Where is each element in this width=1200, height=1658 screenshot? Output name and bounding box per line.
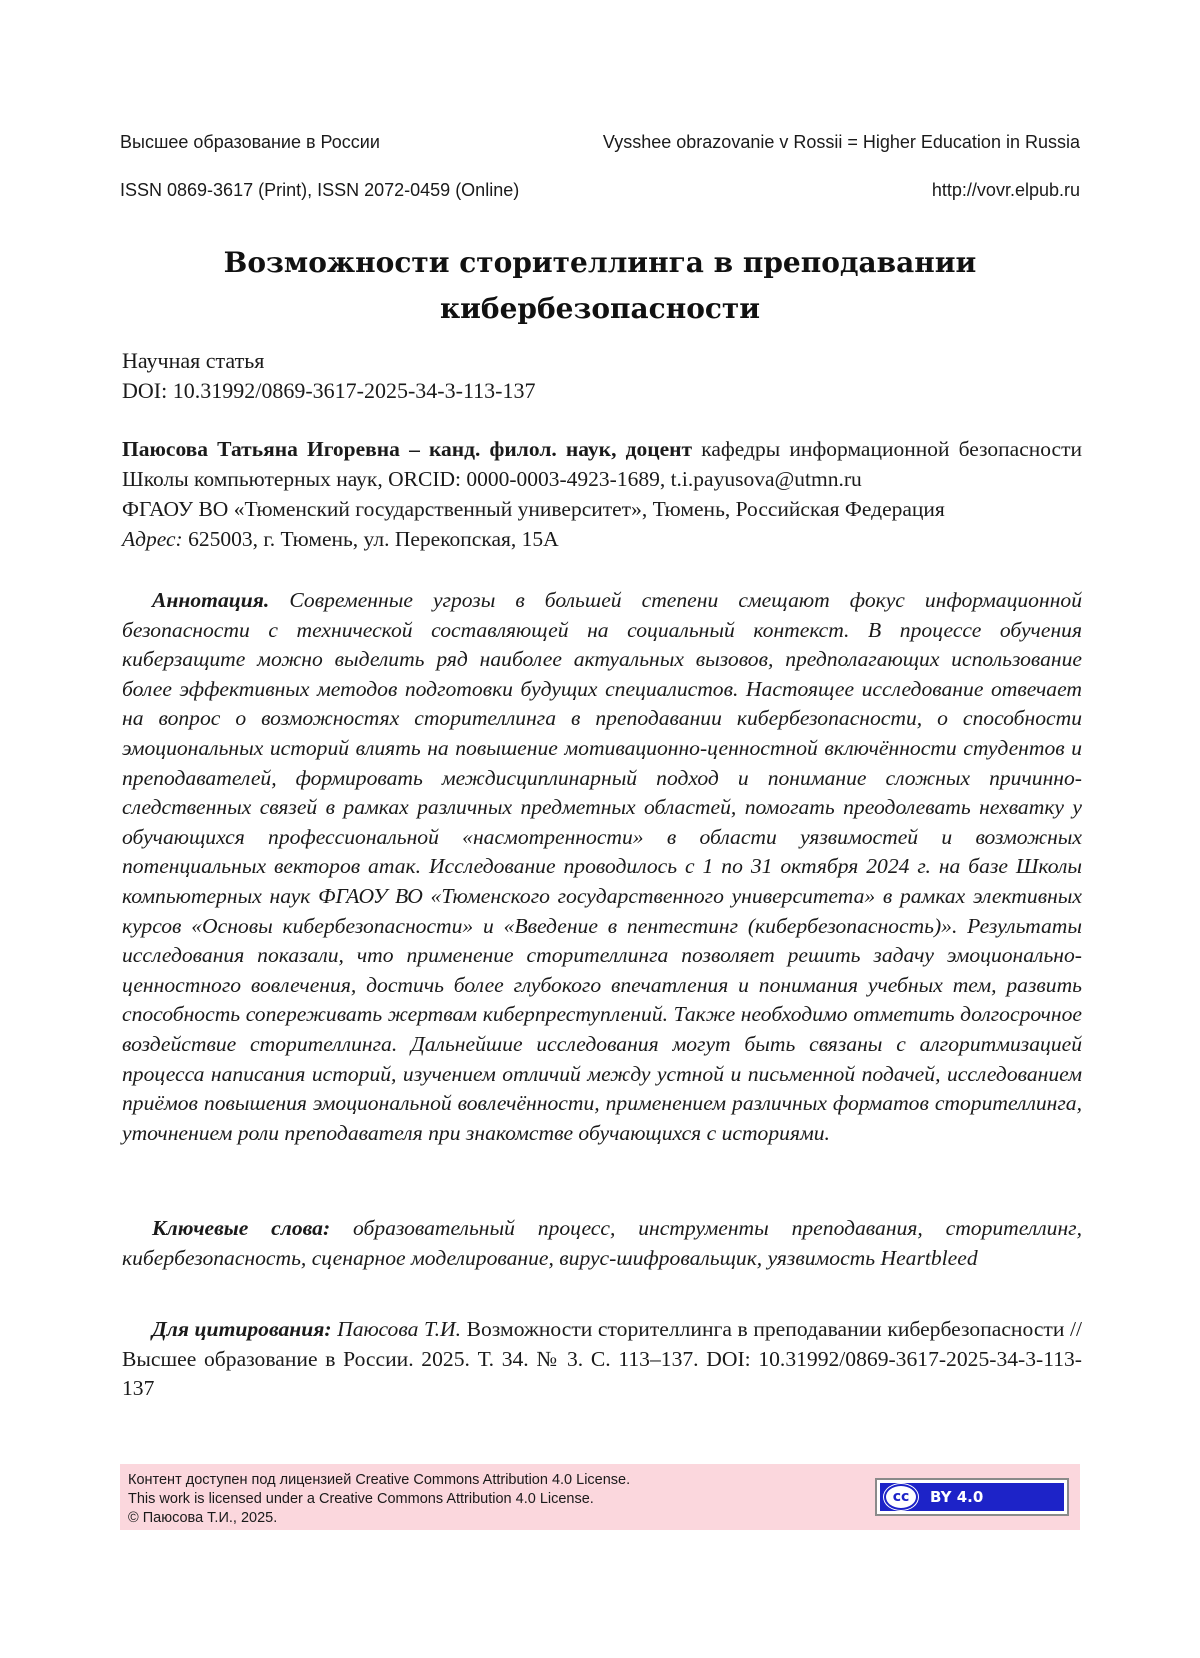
- author-info: [122, 434, 1082, 494]
- citation-label: Для цитирования:: [152, 1317, 332, 1341]
- abstract: [122, 586, 1082, 1148]
- abstract-label: Аннотация.: [152, 588, 270, 612]
- keywords-text: образовательный процесс, инструменты преподавания, сторителлинг, кибербезопасность, сценарное моделирование, вирус-шифровальщик, уязвимость Heartbleed: [122, 1216, 1082, 1270]
- citation-text: Возможности сторителлинга в преподавании кибербезопасности // Высшее образование в России. 2025. Т. 34. № 3. С. 113–137. DOI: 10.31992/0869-3617-2025-34-3-113-137: [122, 1317, 1082, 1401]
- title-line-2: кибербезопасности: [439, 292, 761, 325]
- author-affiliation: ФГАОУ ВО «Тюменский государственный университет», Тюмень, Российская Федерация: [122, 497, 945, 521]
- license-box: [120, 1464, 1080, 1530]
- cc-by-badge[interactable]: [875, 1478, 1069, 1516]
- author-degree: – канд. филол. наук, доцент: [399, 437, 693, 461]
- author-block: [122, 434, 1082, 554]
- cc-badge-inner: [880, 1483, 1064, 1511]
- article-title: [180, 240, 1020, 332]
- running-header-issn: [120, 180, 1080, 201]
- creative-commons-icon: cc: [884, 1484, 918, 1510]
- article-meta: [122, 346, 1082, 406]
- keywords-label: Ключевые слова:: [152, 1216, 331, 1240]
- license-line-ru: Контент доступен под лицензией Creative Commons Attribution 4.0 License.: [128, 1472, 631, 1488]
- license-text: [128, 1471, 630, 1528]
- citation: [122, 1315, 1082, 1404]
- journal-url[interactable]: http://vovr.elpub.ru: [931, 180, 1080, 200]
- article-doi: DOI: 10.31992/0869-3617-2025-34-3-113-137: [122, 378, 536, 403]
- title-line-1: Возможности сторителлинга в преподавании: [223, 246, 977, 279]
- author-position: кафедры информационной безопасности Школы компьютерных наук, ORCID: 0000-0003-4923-1689, t.i.payusova@utmn.ru: [122, 437, 1083, 491]
- citation-author: Паюсова Т.И.: [331, 1317, 462, 1341]
- license-line-en: This work is licensed under a Creative Commons Attribution 4.0 License.: [128, 1491, 594, 1507]
- journal-name-en: Vysshee obrazovanie v Rossii = Higher Education in Russia: [602, 132, 1080, 152]
- address-value: 625003, г. Тюмень, ул. Перекопская, 15А: [182, 527, 559, 551]
- author-address: [122, 524, 1082, 554]
- copyright-line: © Паюсова Т.И., 2025.: [128, 1510, 278, 1526]
- author-name: Паюсова Татьяна Игоревна: [122, 437, 400, 461]
- article-type: Научная статья: [122, 348, 265, 373]
- cc-badge-label: BY 4.0: [930, 1488, 984, 1506]
- address-label: Адрес:: [122, 527, 183, 551]
- abstract-text: Современные угрозы в большей степени смещают фокус информационной безопасности с технической составляющей на социальный контекст. В процессе обучения киберзащите можно выделить ряд наиболее актуальных вызовов, предполагающих использование более эффективных методов подготовки будущих специалистов. Настоящее исследование отвечает на вопрос о возможностях сторителлинга в преподавании кибербезопасности, о способности эмоциональных историй влиять на повышение мотивационно-ценностной включённости студентов и преподавателей, формировать междисциплинарный подход и понимание сложных причинно-следственных связей в рамках различных предметных областей, помогать преодолевать нехватку у обучающихся профессиональной «насмотренности» в области уязвимостей и возможных потенциальных векторов атак. Исследование проводилось с 1 по 31 октября 2024 г. на базе Школы компьютерных наук ФГАОУ ВО «Тюменского государственного университета» в рамках элективных курсов «Основы кибербезопасности» и «Введение в пентестинг (кибербезопасность)». Результаты исследования показали, что применение сторителлинга позволяет решить задачу эмоционально-ценностного вовлечения, достичь более глубокого впечатления и понимания учебных тем, развить способность сопереживать жертвам киберпреступлений. Также необходимо отметить долгосрочное воздействие сторителлинга. Дальнейшие исследования могут быть связаны с алгоритмизацией процесса написания историй, изучением отличий между устной и письменной подачей, исследованием приёмов повышения эмоциональной вовлечённости, применением различных форматов сторителлинга, уточнением роли преподавателя при знакомстве обучающихся с историями.: [122, 588, 1082, 1145]
- issn-line: ISSN 0869-3617 (Print), ISSN 2072-0459 (Online): [120, 180, 520, 200]
- running-header-top: [120, 132, 1080, 153]
- journal-name-ru: Высшее образование в России: [120, 132, 380, 152]
- keywords: [122, 1214, 1082, 1273]
